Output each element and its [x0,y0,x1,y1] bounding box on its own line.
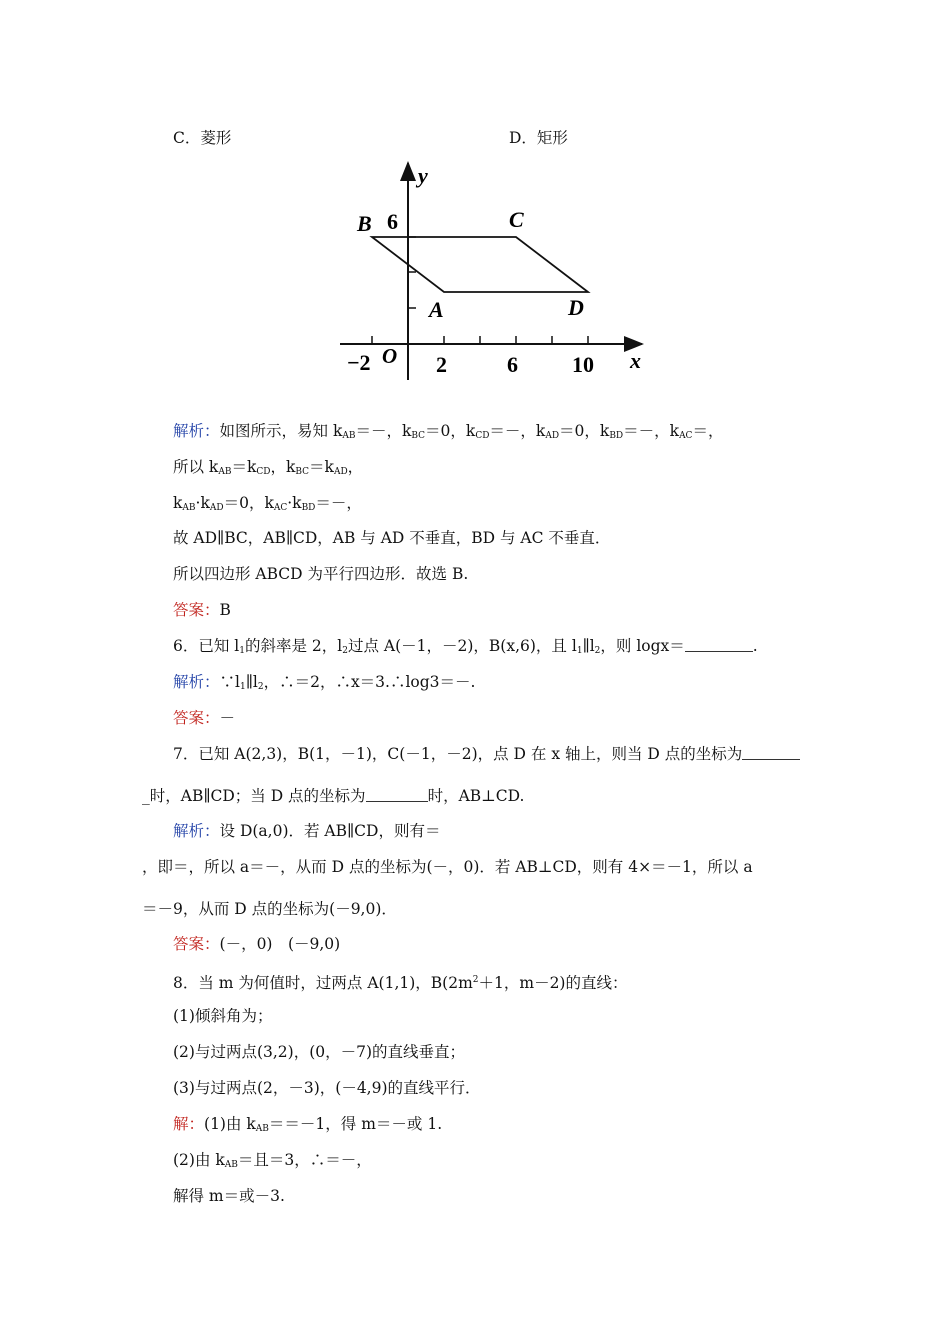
q8-solution-line2: (2)由 $k_{AB}=$且＝3，∴＝－， [173,1151,372,1170]
analysis-label: 解析： [173,822,220,840]
answer-blank [366,787,428,802]
q8-solution-line1: 解：(1)由 $k_{AB}==-1$，得 m＝－或 1. [173,1115,443,1134]
q5-analysis-line4: 故 AD∥BC，AB∥CD，AB 与 AD 不垂直，BD 与 AC 不垂直． [173,529,611,547]
option-c: C．菱形 [173,129,232,147]
x-tick-label-neg2: −2 [347,350,371,375]
q8-part2: (2)与过两点(3,2)，(0，－7)的直线垂直； [173,1043,466,1061]
q6-answer: 答案：－ [173,709,236,727]
solution-label: 解： [173,1115,205,1133]
q7-analysis-line2: ，即＝，所以 a＝－，从而 D 点的坐标为(－，0)．若 AB⊥CD，则有 4×＝－1，所以 a [142,858,753,876]
origin-label: O [382,344,398,368]
point-label-a: A [429,297,444,322]
answer-label: 答案： [173,709,220,727]
analysis-label: 解析： [173,673,220,691]
q5-analysis-line3: $k_{AB}\cdot k_{AD}=0$，$k_{AC}\cdot k_{BD}=-$， [173,494,362,513]
q6-question: 6．已知 $l_1$的斜率是 2，$l_2$过点 A(－1，－2)，B(x,6)，且 $l_1\parallel l_2$，则 logx＝ . [173,637,758,656]
q8-question: 8．当 m 为何值时，过两点 A(1,1)，$B(2m^2+1$，m－2)的直线： [173,974,628,992]
y-tick-label-6: 6 [387,209,398,234]
point-label-b: B [357,211,372,236]
q8-part1: (1)倾斜角为； [173,1007,273,1025]
q5-analysis-line1: 解析：如图所示，易知 $k_{AB}=-$，$k_{BC}=0$，$k_{CD}=-$，$k_{AD}=0$，$k_{BD}=-$，$k_{AC}=$， [173,422,724,441]
x-axis-label: x [630,348,641,373]
parallelogram-abcd [372,237,588,292]
analysis-label: 解析： [173,422,220,440]
q5-analysis-line2: 所以 $k_{AB}=k_{CD}$，$k_{BC}=k_{AD}$， [173,458,364,477]
answer-blank [742,745,800,760]
x-tick-label-10: 10 [572,352,594,377]
q5-answer: 答案：B [173,601,231,619]
answer-label: 答案： [173,601,220,619]
x-tick-label-6: 6 [507,352,518,377]
point-label-d: D [568,295,584,320]
q5-analysis-line5: 所以四边形 ABCD 为平行四边形．故选 B. [173,565,469,583]
point-label-c: C [509,207,524,232]
q7-answer: 答案：(－，0) (－9,0) [173,935,341,953]
x-tick-label-2: 2 [436,352,447,377]
coordinate-figure [330,155,660,385]
q8-solution-line3: 解得 m＝或－3. [173,1187,285,1205]
option-d: D．矩形 [509,129,568,147]
q6-analysis: 解析：$\because l_1\parallel l_2$，∴＝2，∴x＝3.∴log3＝－. [173,673,476,692]
q7-analysis-line3: ＝－9，从而 D 点的坐标为(－9,0)． [142,900,397,918]
y-axis-label: y [418,163,428,188]
q7-question-line1: 7．已知 A(2,3)，B(1，－1)，C(－1，－2)，点 D 在 x 轴上，则当 D 点的坐标为 [173,743,800,765]
q8-part3: (3)与过两点(2，－3)，(－4,9)的直线平行． [173,1079,481,1097]
q7-analysis-line1: 解析：设 D(a,0)．若 AB∥CD，则有＝ [173,822,441,840]
q7-question-line2: _时，AB∥CD；当 D 点的坐标为 时，AB⊥CD. [142,787,525,805]
answer-blank [685,637,753,652]
answer-label: 答案： [173,935,220,953]
